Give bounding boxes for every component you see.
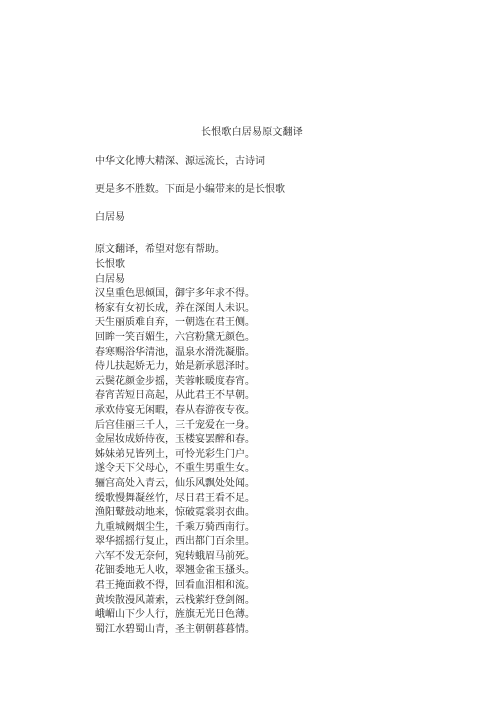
poem-line: 六军不发无奈何，宛转蛾眉马前死。 [95, 550, 255, 562]
poem-line: 金屋妆成娇侍夜，玉楼宴罢醉和春。 [95, 434, 255, 446]
intro-paragraph-line-3: 白居易 [95, 212, 125, 223]
poem-line: 天生丽质难自弃，一朝选在君王侧。 [95, 317, 255, 329]
poem-line: 蜀江水碧蜀山青，圣主朝朝暮暮情。 [95, 623, 255, 635]
poem-line: 翠华摇摇行复止，西出都门百余里。 [95, 536, 255, 548]
poem-line: 缓歌慢舞凝丝竹，尽日君王看不足。 [95, 492, 255, 504]
poem-line: 遂令天下父母心，不重生男重生女。 [95, 463, 255, 475]
poem-line: 花钿委地无人收，翠翘金雀玉搔头。 [95, 565, 255, 577]
intro-paragraph-line-4: 原文翻译，希望对您有帮助。 [95, 244, 225, 255]
poem-line: 姊妹弟兄皆列土，可怜光彩生门户。 [95, 448, 255, 460]
poem-line: 回眸一笑百媚生，六宫粉黛无颜色。 [95, 331, 255, 343]
poem-line: 渔阳鼙鼓动地来，惊破霓裳羽衣曲。 [95, 507, 255, 519]
poem-author: 白居易 [95, 273, 125, 285]
poem-line: 杨家有女初长成，养在深闺人未识。 [95, 302, 255, 314]
poem-line: 峨嵋山下少人行，旌旗无光日色薄。 [95, 609, 255, 621]
poem-line: 君王掩面救不得，回看血泪相和流。 [95, 580, 255, 592]
poem-line: 后宫佳丽三千人，三千宠爱在一身。 [95, 419, 255, 431]
poem-line: 黄埃散漫风萧索，云栈萦纡登剑阁。 [95, 594, 255, 606]
intro-paragraph-line-2: 更是多不胜数。下面是小编带来的是长恨歌 [95, 184, 285, 195]
poem-line: 云鬓花颜金步摇，芙蓉帐暖度春宵。 [95, 375, 255, 387]
poem-line: 九重城阙烟尘生，千乘万骑西南行。 [95, 521, 255, 533]
intro-paragraph-line-1: 中华文化博大精深、源远流长，古诗词 [95, 156, 265, 167]
document-title: 长恨歌白居易原文翻译 [201, 127, 303, 138]
poem-line: 春寒赐浴华清池，温泉水滑洗凝脂。 [95, 346, 255, 358]
poem-text [95, 258, 255, 652]
poem-line [95, 637, 255, 652]
poem-line: 骊宫高处入青云，仙乐风飘处处闻。 [95, 477, 255, 489]
poem-line: 侍儿扶起娇无力，始是新承恩泽时。 [95, 361, 255, 373]
poem-line: 承欢侍宴无闲暇，春从春游夜专夜。 [95, 404, 255, 416]
poem-title: 长恨歌 [95, 259, 125, 270]
poem-line: 春宵苦短日高起，从此君王不早朝。 [95, 390, 255, 402]
poem-line: 汉皇重色思倾国，御宇多年求不得。 [95, 288, 255, 300]
